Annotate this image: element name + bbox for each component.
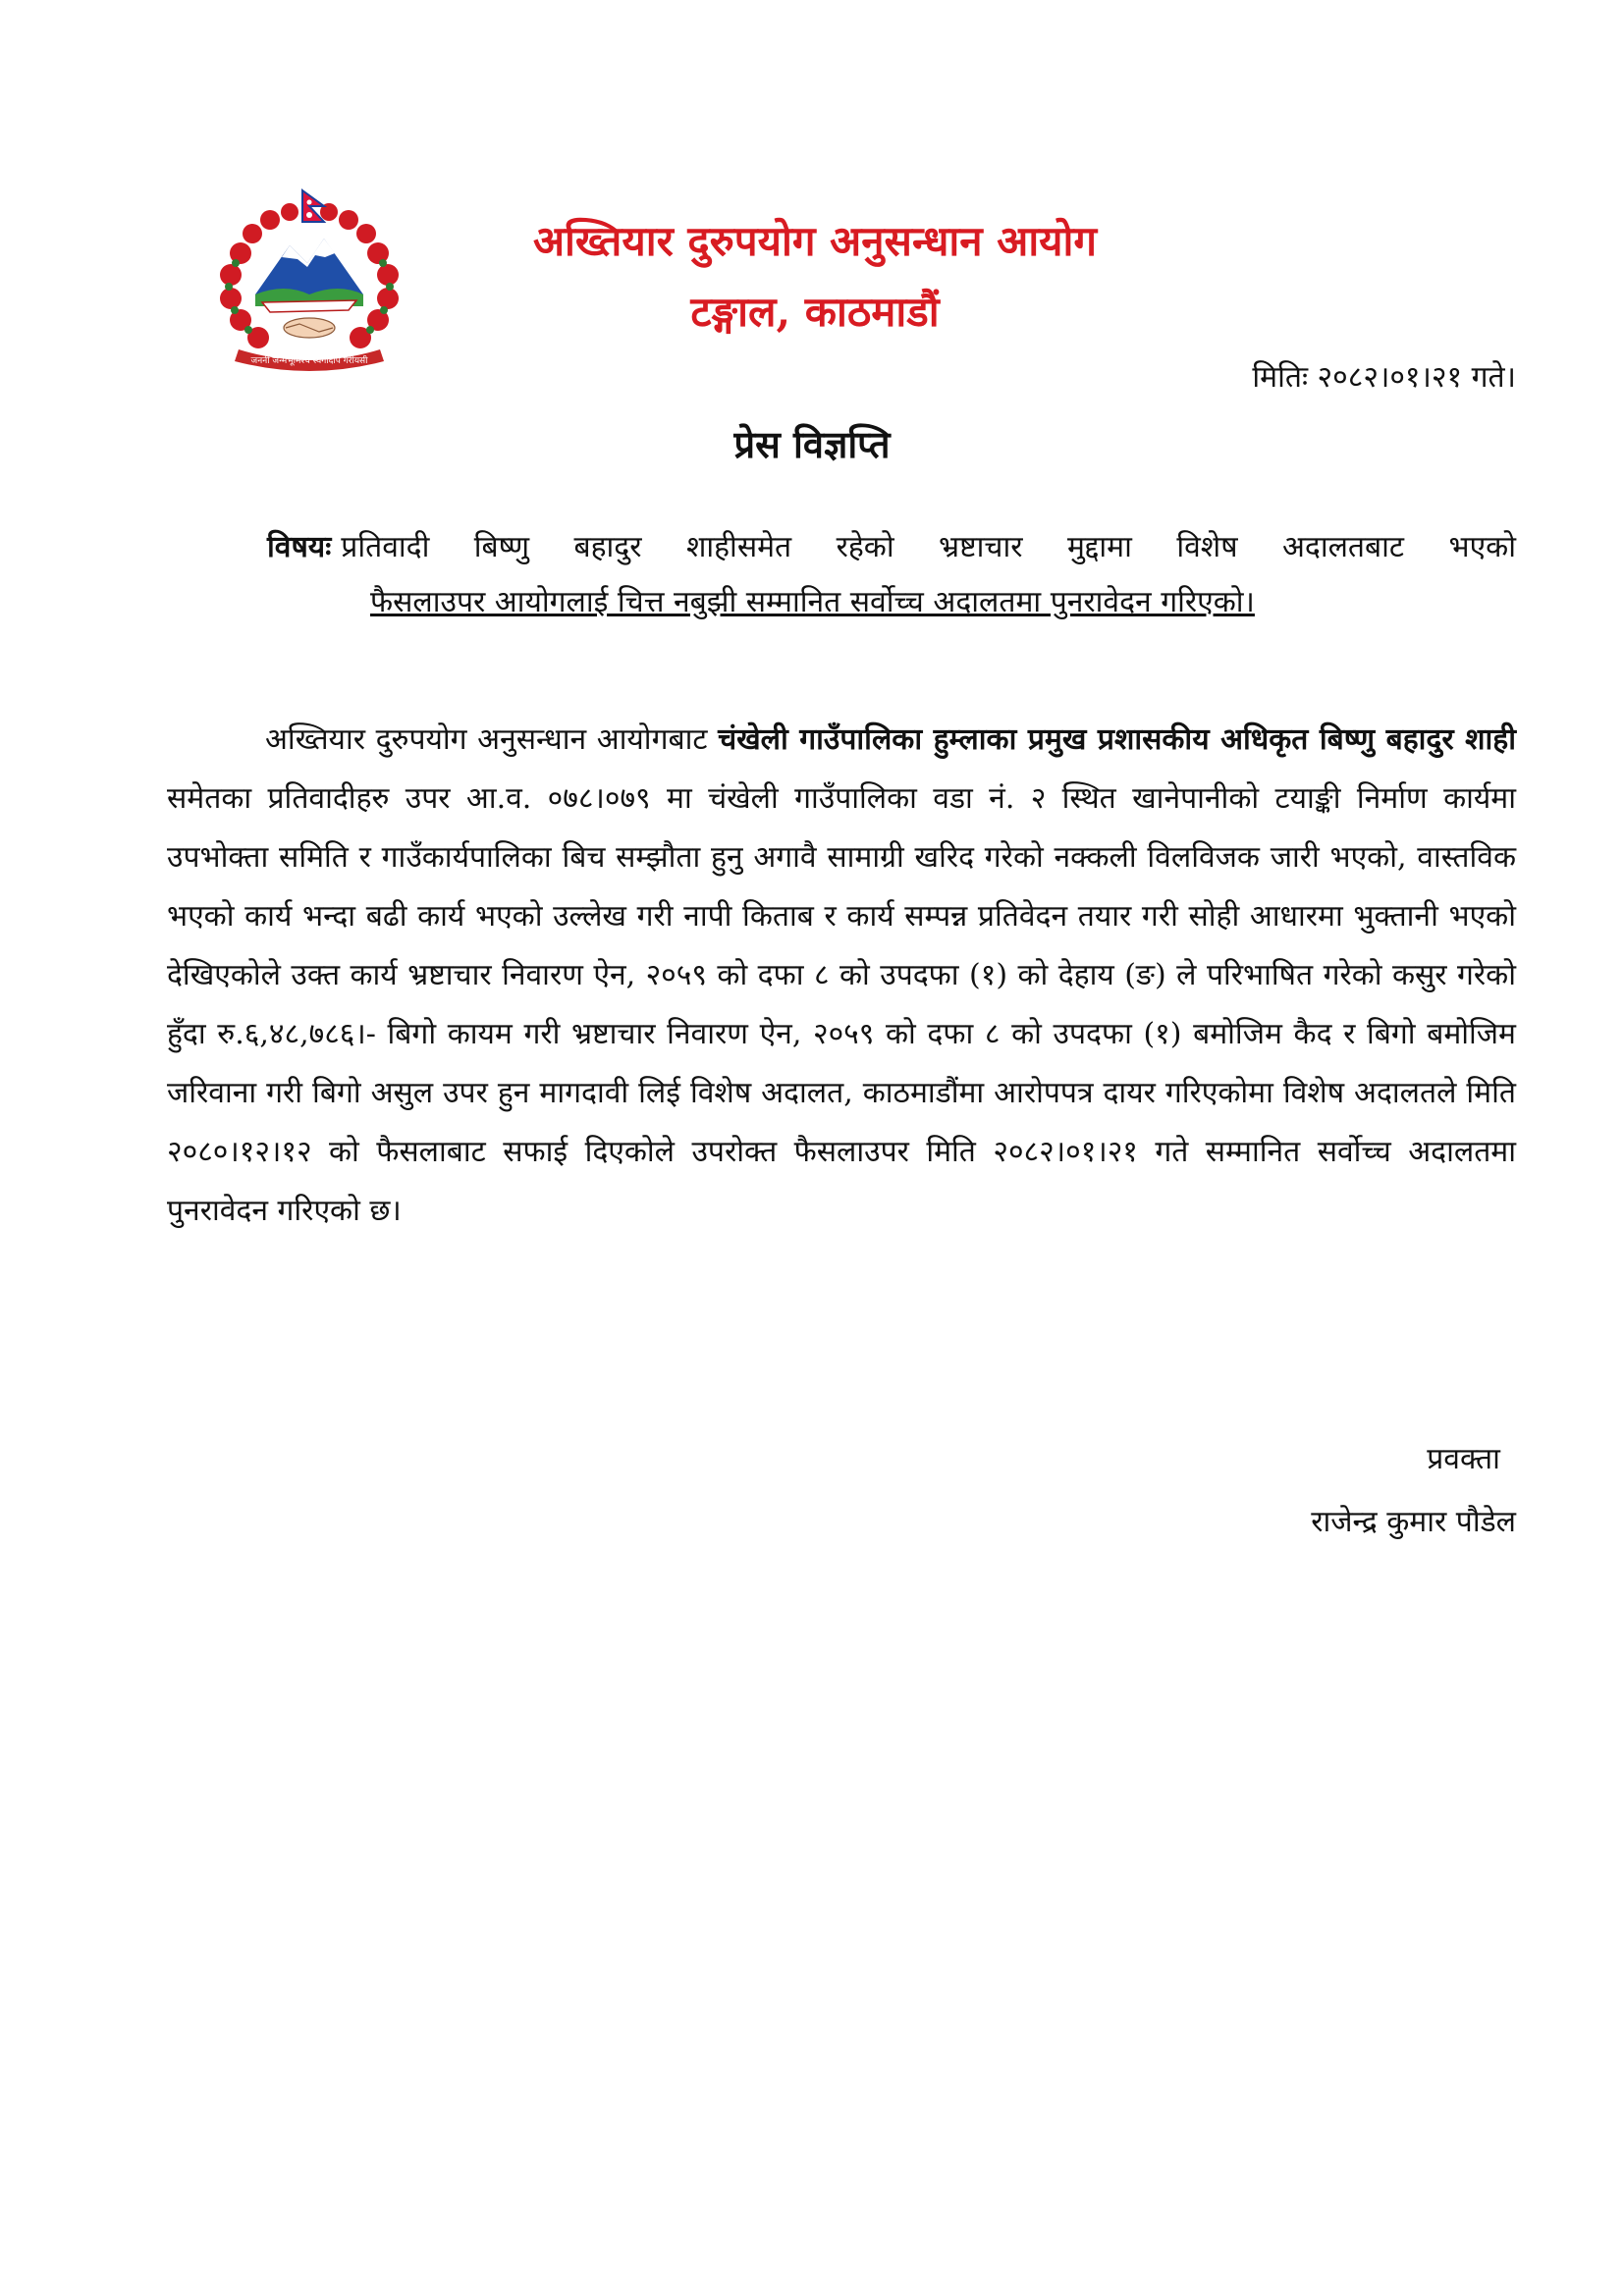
signatory-name: राजेन्द्र कुमार पौडेल	[1311, 1505, 1516, 1539]
document-title: प्रेस विज्ञप्ति	[733, 422, 891, 466]
nepal-coat-of-arms-icon	[201, 185, 417, 371]
subject-text-2: फैसलाउपर आयोगलाई चित्त नबुझी सम्मानित सर्वोच्च अदालतमा पुनरावेदन गरिएको।	[370, 585, 1255, 619]
emblem-motto: जननी जन्मभूमिश्च स्वर्गादपि गरीयसी	[250, 356, 368, 366]
body-text-accused: चंखेली गाउँपालिका हुम्लाका प्रमुख प्रशासकीय अधिकृत बिष्णु बहादुर शाही	[718, 722, 1516, 757]
mountain-icon	[255, 239, 363, 294]
body-paragraph	[167, 711, 1516, 1241]
subject-block	[267, 520, 1516, 630]
signature-block	[1311, 1428, 1516, 1554]
subject-text-1: प्रतिवादी बिष्णु बहादुर शाहीसमेत रहेको भ्रष्टाचार मुद्दामा विशेष अदालतबाट भएको	[341, 530, 1516, 564]
body-text-intro: अख्तियार दुरुपयोग अनुसन्धान आयोगबाट	[265, 722, 719, 757]
national-flag-icon	[302, 190, 324, 222]
handshake-icon	[284, 318, 335, 338]
body-text-details: समेतका प्रतिवादीहरु उपर आ.व. ०७८।०७९ मा चंखेली गाउँपालिका वडा नं. २ स्थित खानेपानीको टयाङ्की निर्माण कार्यमा उपभोक्ता समिति र गाउँकार्यपालिका बिच सम्झौता हुनु अगावै सामाग्री खरिद गरेको नक्कली विलविजक जारी भएको, वास्तविक भएको कार्य भन्दा बढी कार्य भएको उल्लेख गरी नापी किताब र कार्य सम्पन्न प्रतिवेदन तयार गरी सोही आधारमा भुक्तानी भएको देखिएकोले उक्त कार्य भ्रष्टाचार निवारण ऐन, २०५९ को दफा ८ को उपदफा (१) को देहाय (ङ) ले परिभाषित गरेको कसुर गरेको हुँदा रु.६,४८,७८६।- बिगो कायम गरी भ्रष्टाचार निवारण ऐन, २०५९ को दफा ८ को उपदफा (१) बमोजिम कैद र बिगो बमोजिम जरिवाना गरी बिगो असुल उपर हुन मागदावी लिई विशेष अदालत, काठमाडौंमा आरोपपत्र दायर गरिएकोमा विशेष अदालतले मिति २०८०।१२।१२ को फैसलाबाट सफाई दिएकोले उपरोक्त फैसलाउपर मिति २०८२।०१।२१ गते सम्मानित सर्वोच्च अदालतमा पुनरावेदन गरिएको छ।	[167, 781, 1516, 1228]
subject-label: विषयः	[267, 530, 332, 564]
subject-line-1	[267, 520, 1516, 575]
organization-address: टङ्गाल, काठमाडौं	[690, 288, 940, 336]
signatory-role: प्रवक्ता	[1427, 1442, 1500, 1476]
document-date: मितिः २०८२।०१।२१ गते।	[1252, 360, 1516, 395]
organization-name: अख्तियार दुरुपयोग अनुसन्धान आयोग	[532, 217, 1098, 265]
